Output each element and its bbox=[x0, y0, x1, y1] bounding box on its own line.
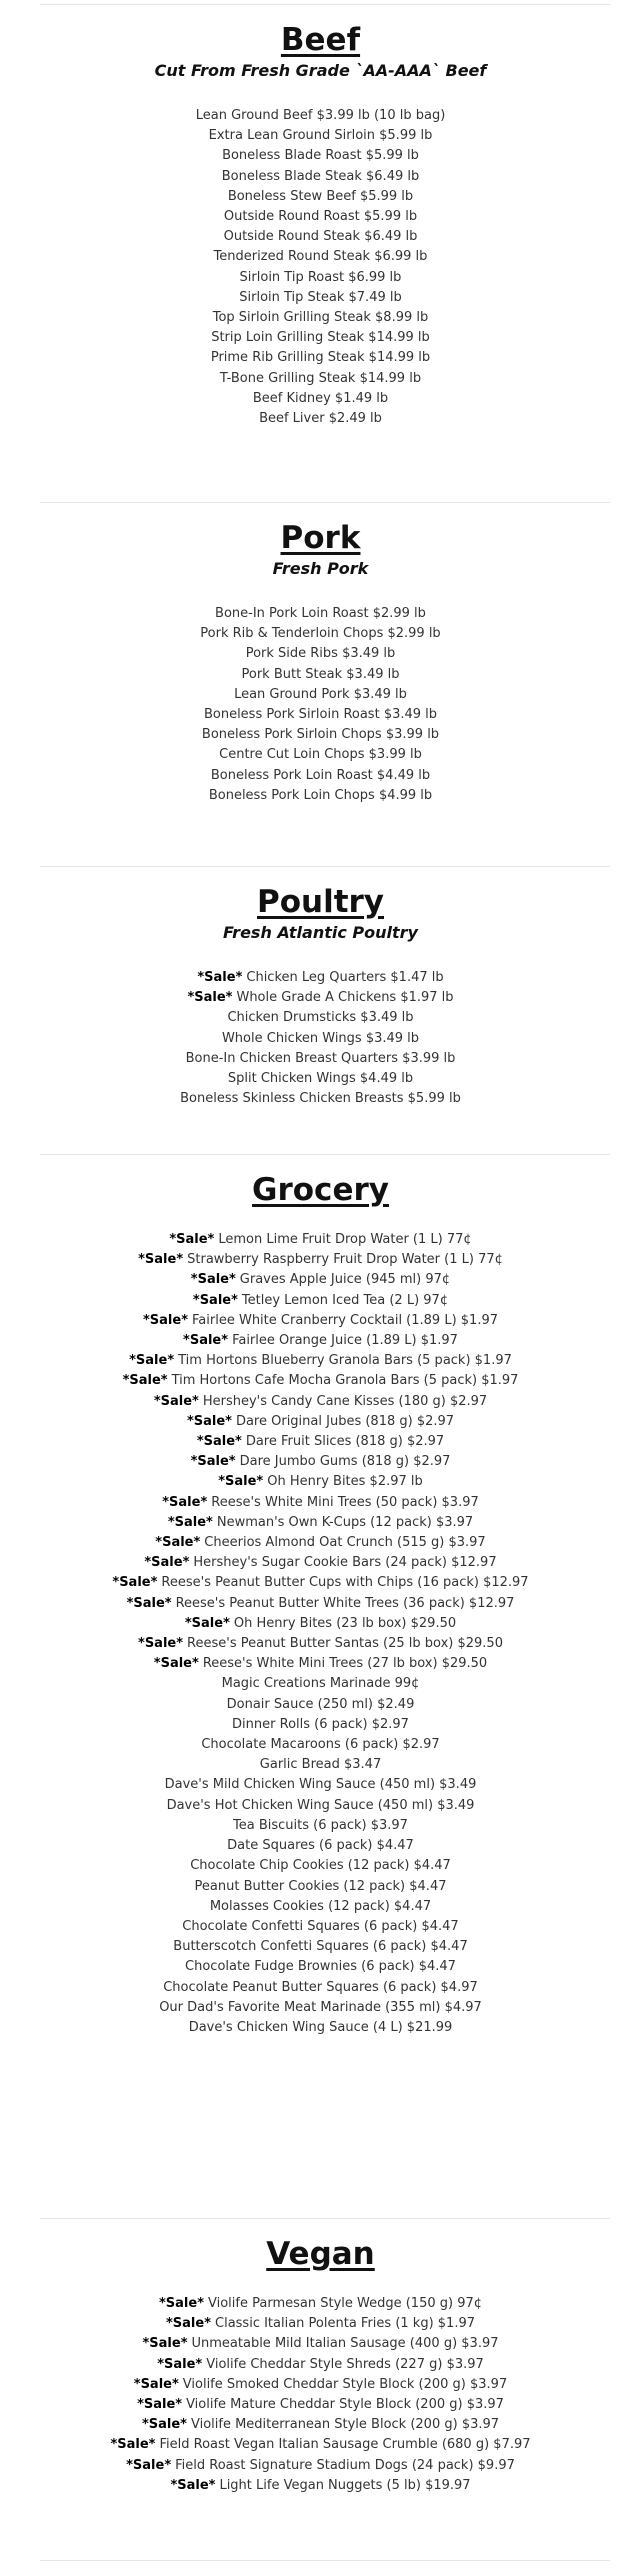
item-text: Tetley Lemon Iced Tea (2 L) 97¢ bbox=[241, 1292, 449, 1308]
item-text: Field Roast Signature Stadium Dogs (24 pack) $9.97 bbox=[175, 2457, 515, 2473]
item-text: Molasses Cookies (12 pack) $4.47 bbox=[209, 1898, 432, 1914]
item-text: Boneless Blade Roast $5.99 lb bbox=[222, 148, 419, 164]
item-text: Reese's Peanut Butter Santas (25 lb box) $29.50 bbox=[187, 1636, 503, 1652]
list-item bbox=[0, 1250, 641, 1270]
list-item bbox=[0, 369, 641, 389]
list-item bbox=[0, 268, 641, 288]
sale-badge: *Sale* bbox=[165, 2316, 211, 2332]
divider bbox=[40, 1154, 610, 1155]
section-beef bbox=[0, 20, 641, 429]
sale-badge: *Sale* bbox=[110, 2437, 156, 2453]
sale-badge: *Sale* bbox=[167, 1514, 213, 1530]
list-item bbox=[0, 1351, 641, 1371]
sale-badge: *Sale* bbox=[138, 1252, 184, 1268]
list-item bbox=[0, 1472, 641, 1492]
item-text: Our Dad's Favorite Meat Marinade (355 ml) $4.97 bbox=[159, 1999, 482, 2015]
list-item bbox=[0, 1533, 641, 1553]
item-text: Chicken Drumsticks $3.49 lb bbox=[227, 1010, 414, 1026]
list-item bbox=[0, 1412, 641, 1432]
item-list bbox=[0, 1230, 641, 2038]
sale-badge: *Sale* bbox=[190, 1454, 236, 1470]
item-text: Chocolate Peanut Butter Squares (6 pack) $4.97 bbox=[163, 1979, 478, 1995]
list-item bbox=[0, 1392, 641, 1412]
sale-badge: *Sale* bbox=[112, 1575, 158, 1591]
sale-badge: *Sale* bbox=[187, 990, 233, 1006]
list-item bbox=[0, 1230, 641, 1250]
list-item bbox=[0, 1695, 641, 1715]
item-text: Top Sirloin Grilling Steak $8.99 lb bbox=[212, 310, 429, 326]
item-text: Beef Kidney $1.49 lb bbox=[252, 390, 389, 406]
item-text: Boneless Skinless Chicken Breasts $5.99 lb bbox=[180, 1091, 461, 1107]
item-text: Outside Round Roast $5.99 lb bbox=[223, 209, 418, 225]
list-item bbox=[0, 1998, 641, 2018]
section-grocery bbox=[0, 1170, 641, 2038]
item-text: Donair Sauce (250 ml) $2.49 bbox=[226, 1696, 415, 1712]
section-title: Poultry bbox=[256, 884, 385, 920]
item-text: Fairlee White Cranberry Cocktail (1.89 L) $1.97 bbox=[192, 1312, 498, 1328]
list-item bbox=[0, 1816, 641, 1836]
list-item bbox=[0, 1755, 641, 1775]
sale-badge: *Sale* bbox=[196, 1434, 242, 1450]
list-item bbox=[0, 2294, 641, 2314]
item-text: Garlic Bread $3.47 bbox=[259, 1757, 382, 1773]
sale-badge: *Sale* bbox=[153, 1656, 199, 1672]
list-item bbox=[0, 1836, 641, 1856]
list-item bbox=[0, 1856, 641, 1876]
sale-badge: *Sale* bbox=[197, 970, 243, 985]
item-text: Boneless Pork Sirloin Chops $3.99 lb bbox=[201, 727, 440, 743]
item-text: Violife Mediterranean Style Block (200 g) $3.97 bbox=[190, 2417, 500, 2433]
item-text: Butterscotch Confetti Squares (6 pack) $4.47 bbox=[173, 1939, 468, 1955]
divider bbox=[40, 502, 610, 503]
list-item bbox=[0, 288, 641, 308]
list-item bbox=[0, 1008, 641, 1028]
item-text: T-Bone Grilling Steak $14.99 lb bbox=[219, 370, 422, 386]
list-item bbox=[0, 644, 641, 664]
list-item bbox=[0, 1553, 641, 1573]
list-item bbox=[0, 705, 641, 725]
list-item bbox=[0, 1654, 641, 1674]
sale-badge: *Sale* bbox=[157, 2356, 203, 2372]
item-text: Sirloin Tip Steak $7.49 lb bbox=[239, 289, 402, 305]
section-vegan bbox=[0, 2234, 641, 2496]
sale-badge: *Sale* bbox=[142, 2336, 188, 2352]
item-text: Dare Fruit Slices (818 g) $2.97 bbox=[245, 1434, 445, 1450]
list-item bbox=[0, 1311, 641, 1331]
list-item bbox=[0, 1614, 641, 1634]
list-item bbox=[0, 2456, 641, 2476]
list-item bbox=[0, 146, 641, 166]
sale-badge: *Sale* bbox=[183, 1333, 229, 1349]
sale-badge: *Sale* bbox=[162, 1494, 208, 1510]
list-item bbox=[0, 1937, 641, 1957]
item-text: Tim Hortons Blueberry Granola Bars (5 pack) $1.97 bbox=[178, 1353, 512, 1369]
item-text: Pork Butt Steak $3.49 lb bbox=[241, 666, 400, 682]
item-text: Violife Mature Cheddar Style Block (200 g) $3.97 bbox=[186, 2397, 504, 2413]
item-text: Prime Rib Grilling Steak $14.99 lb bbox=[210, 350, 431, 366]
list-item bbox=[0, 624, 641, 644]
sale-badge: *Sale* bbox=[218, 1474, 264, 1490]
section-title: Grocery bbox=[252, 1172, 389, 1208]
list-item bbox=[0, 247, 641, 267]
list-item bbox=[0, 1796, 641, 1816]
divider bbox=[40, 2218, 610, 2219]
item-text: Reese's Peanut Butter Cups with Chips (16 pack) $12.97 bbox=[161, 1575, 529, 1591]
sale-badge: *Sale* bbox=[186, 1413, 232, 1429]
item-text: Hershey's Sugar Cookie Bars (24 pack) $12.97 bbox=[193, 1555, 497, 1571]
list-item bbox=[0, 1674, 641, 1694]
sale-badge: *Sale* bbox=[170, 2477, 216, 2493]
item-text: Boneless Stew Beef $5.99 lb bbox=[227, 188, 414, 204]
list-item bbox=[0, 1917, 641, 1937]
list-item bbox=[0, 1735, 641, 1755]
sale-badge: *Sale* bbox=[137, 2397, 183, 2413]
list-item bbox=[0, 227, 641, 247]
item-text: Dinner Rolls (6 pack) $2.97 bbox=[232, 1716, 409, 1732]
list-item bbox=[0, 167, 641, 187]
sale-badge: *Sale* bbox=[138, 1636, 184, 1652]
sale-badge: *Sale* bbox=[129, 1353, 175, 1369]
item-text: Chocolate Fudge Brownies (6 pack) $4.47 bbox=[185, 1959, 456, 1975]
list-item bbox=[0, 2395, 641, 2415]
item-text: Tea Biscuits (6 pack) $3.97 bbox=[233, 1817, 408, 1833]
list-item bbox=[0, 348, 641, 368]
list-item bbox=[0, 1270, 641, 1290]
sale-badge: *Sale* bbox=[192, 1292, 238, 1308]
section-title: Beef bbox=[280, 22, 361, 58]
list-item bbox=[0, 665, 641, 685]
item-text: Strip Loin Grilling Steak $14.99 lb bbox=[211, 330, 430, 346]
section-title: Pork bbox=[280, 520, 361, 556]
list-item bbox=[0, 1371, 641, 1391]
list-item bbox=[0, 786, 641, 806]
sale-badge: *Sale* bbox=[155, 1535, 201, 1551]
item-text: Light Life Vegan Nuggets (5 lb) $19.97 bbox=[219, 2477, 471, 2493]
list-item bbox=[0, 1493, 641, 1513]
list-item bbox=[0, 126, 641, 146]
item-list bbox=[0, 2294, 641, 2496]
item-text: Boneless Pork Loin Chops $4.99 lb bbox=[208, 787, 433, 803]
item-text: Reese's Peanut Butter White Trees (36 pack) $12.97 bbox=[175, 1595, 515, 1611]
sale-badge: *Sale* bbox=[143, 1312, 189, 1328]
sale-badge: *Sale* bbox=[169, 1232, 215, 1247]
list-item bbox=[0, 207, 641, 227]
item-list bbox=[0, 106, 641, 429]
item-text: Pork Rib & Tenderloin Chops $2.99 lb bbox=[200, 626, 441, 642]
list-item bbox=[0, 1594, 641, 1614]
item-text: Whole Grade A Chickens $1.97 lb bbox=[236, 990, 454, 1006]
list-item bbox=[0, 1957, 641, 1977]
item-text: Violife Cheddar Style Shreds (227 g) $3.97 bbox=[206, 2356, 484, 2372]
item-text: Dare Original Jubes (818 g) $2.97 bbox=[235, 1413, 455, 1429]
item-text: Chocolate Macaroons (6 pack) $2.97 bbox=[201, 1737, 440, 1753]
divider bbox=[40, 866, 610, 867]
list-item bbox=[0, 1715, 641, 1735]
divider-top bbox=[40, 4, 610, 5]
item-text: Boneless Pork Loin Roast $4.49 lb bbox=[210, 767, 431, 783]
sale-badge: *Sale* bbox=[141, 2417, 187, 2433]
item-text: Sirloin Tip Roast $6.99 lb bbox=[239, 269, 402, 285]
section-subtitle: Fresh Pork bbox=[272, 559, 369, 578]
list-item bbox=[0, 1432, 641, 1452]
list-item bbox=[0, 308, 641, 328]
list-item bbox=[0, 1897, 641, 1917]
list-item bbox=[0, 1049, 641, 1069]
item-text: Split Chicken Wings $4.49 lb bbox=[227, 1071, 414, 1087]
list-item bbox=[0, 2355, 641, 2375]
item-text: Reese's White Mini Trees (50 pack) $3.97 bbox=[211, 1494, 479, 1510]
item-text: Fairlee Orange Juice (1.89 L) $1.97 bbox=[232, 1333, 458, 1349]
item-text: Chocolate Confetti Squares (6 pack) $4.47 bbox=[182, 1918, 459, 1934]
list-item bbox=[0, 766, 641, 786]
section-title: Vegan bbox=[266, 2236, 375, 2272]
item-text: Dave's Chicken Wing Sauce (4 L) $21.99 bbox=[188, 2019, 453, 2035]
list-item bbox=[0, 389, 641, 409]
item-text: Dare Jumbo Gums (818 g) $2.97 bbox=[239, 1454, 451, 1470]
sale-badge: *Sale* bbox=[126, 2457, 172, 2473]
list-item bbox=[0, 2375, 641, 2395]
divider-bottom bbox=[40, 2560, 610, 2561]
list-item bbox=[0, 1331, 641, 1351]
item-text: Outside Round Steak $6.49 lb bbox=[223, 229, 418, 245]
item-text: Tenderized Round Steak $6.99 lb bbox=[213, 249, 428, 265]
item-text: Dave's Hot Chicken Wing Sauce (450 ml) $3.49 bbox=[166, 1797, 475, 1813]
sale-badge: *Sale* bbox=[133, 2376, 179, 2392]
section-subtitle: Cut From Fresh Grade `AA-AAA` Beef bbox=[154, 61, 487, 80]
list-item bbox=[0, 725, 641, 745]
sale-badge: *Sale* bbox=[153, 1393, 199, 1409]
item-text: Date Squares (6 pack) $4.47 bbox=[227, 1838, 414, 1854]
item-text: Dave's Mild Chicken Wing Sauce (450 ml) $3.49 bbox=[164, 1777, 477, 1793]
list-item bbox=[0, 1069, 641, 1089]
list-item bbox=[0, 988, 641, 1008]
list-item bbox=[0, 1634, 641, 1654]
sale-badge: *Sale* bbox=[144, 1555, 190, 1571]
list-item bbox=[0, 1452, 641, 1472]
list-item bbox=[0, 1775, 641, 1795]
sale-badge: *Sale* bbox=[122, 1373, 168, 1389]
section-subtitle: Fresh Atlantic Poultry bbox=[223, 923, 418, 942]
item-text: Bone-In Pork Loin Roast $2.99 lb bbox=[215, 606, 426, 621]
item-text: Lemon Lime Fruit Drop Water (1 L) 77¢ bbox=[218, 1232, 472, 1247]
item-text: Violife Smoked Cheddar Style Block (200 g) $3.97 bbox=[182, 2376, 508, 2392]
sale-badge: *Sale* bbox=[190, 1272, 236, 1288]
sale-badge: *Sale* bbox=[184, 1615, 230, 1631]
list-item bbox=[0, 1029, 641, 1049]
list-item bbox=[0, 2018, 641, 2038]
item-text: Oh Henry Bites $2.97 lb bbox=[267, 1474, 423, 1490]
item-text: Tim Hortons Cafe Mocha Granola Bars (5 pack) $1.97 bbox=[171, 1373, 519, 1389]
item-text: Whole Chicken Wings $3.49 lb bbox=[221, 1030, 420, 1046]
list-item bbox=[0, 2435, 641, 2455]
list-item bbox=[0, 1573, 641, 1593]
item-text: Chicken Leg Quarters $1.47 lb bbox=[246, 970, 444, 985]
item-text: Boneless Blade Steak $6.49 lb bbox=[221, 168, 420, 184]
list-item bbox=[0, 745, 641, 765]
item-text: Pork Side Ribs $3.49 lb bbox=[245, 646, 396, 662]
item-text: Unmeatable Mild Italian Sausage (400 g) $3.97 bbox=[191, 2336, 499, 2352]
item-text: Magic Creations Marinade 99¢ bbox=[221, 1676, 420, 1692]
list-item bbox=[0, 1291, 641, 1311]
item-text: Hershey's Candy Cane Kisses (180 g) $2.97 bbox=[202, 1393, 488, 1409]
list-item bbox=[0, 106, 641, 126]
item-text: Peanut Butter Cookies (12 pack) $4.47 bbox=[194, 1878, 447, 1894]
list-item bbox=[0, 2415, 641, 2435]
item-text: Field Roast Vegan Italian Sausage Crumble (680 g) $7.97 bbox=[159, 2437, 531, 2453]
list-item bbox=[0, 328, 641, 348]
list-item bbox=[0, 604, 641, 624]
item-text: Lean Ground Pork $3.49 lb bbox=[234, 686, 407, 702]
item-text: Newman's Own K-Cups (12 pack) $3.97 bbox=[216, 1514, 474, 1530]
list-item bbox=[0, 1089, 641, 1109]
item-text: Chocolate Chip Cookies (12 pack) $4.47 bbox=[190, 1858, 451, 1874]
item-list bbox=[0, 604, 641, 806]
sale-badge: *Sale* bbox=[126, 1595, 172, 1611]
list-item bbox=[0, 685, 641, 705]
list-item bbox=[0, 409, 641, 429]
item-list bbox=[0, 968, 641, 1109]
list-item bbox=[0, 187, 641, 207]
item-text: Strawberry Raspberry Fruit Drop Water (1 L) 77¢ bbox=[187, 1252, 503, 1268]
list-item bbox=[0, 1877, 641, 1897]
item-text: Extra Lean Ground Sirloin $5.99 lb bbox=[208, 128, 433, 144]
item-text: Classic Italian Polenta Fries (1 kg) $1.97 bbox=[215, 2316, 475, 2332]
list-item bbox=[0, 2314, 641, 2334]
item-text: Boneless Pork Sirloin Roast $3.49 lb bbox=[203, 707, 438, 723]
list-item bbox=[0, 1513, 641, 1533]
list-item bbox=[0, 2476, 641, 2496]
section-pork bbox=[0, 518, 641, 806]
list-item bbox=[0, 2334, 641, 2354]
list-item bbox=[0, 1978, 641, 1998]
item-text: Beef Liver $2.49 lb bbox=[259, 411, 382, 427]
item-text: Centre Cut Loin Chops $3.99 lb bbox=[219, 747, 422, 763]
list-item bbox=[0, 968, 641, 988]
item-text: Reese's White Mini Trees (27 lb box) $29.50 bbox=[202, 1656, 488, 1672]
item-text: Bone-In Chicken Breast Quarters $3.99 lb bbox=[185, 1050, 456, 1066]
item-text: Graves Apple Juice (945 ml) 97¢ bbox=[239, 1272, 451, 1288]
sale-badge: *Sale* bbox=[158, 2296, 204, 2311]
item-text: Oh Henry Bites (23 lb box) $29.50 bbox=[233, 1615, 457, 1631]
item-text: Cheerios Almond Oat Crunch (515 g) $3.97 bbox=[204, 1535, 486, 1551]
section-poultry bbox=[0, 882, 641, 1109]
item-text: Violife Parmesan Style Wedge (150 g) 97¢ bbox=[208, 2296, 483, 2311]
item-text: Lean Ground Beef $3.99 lb (10 lb bag) bbox=[195, 108, 446, 123]
